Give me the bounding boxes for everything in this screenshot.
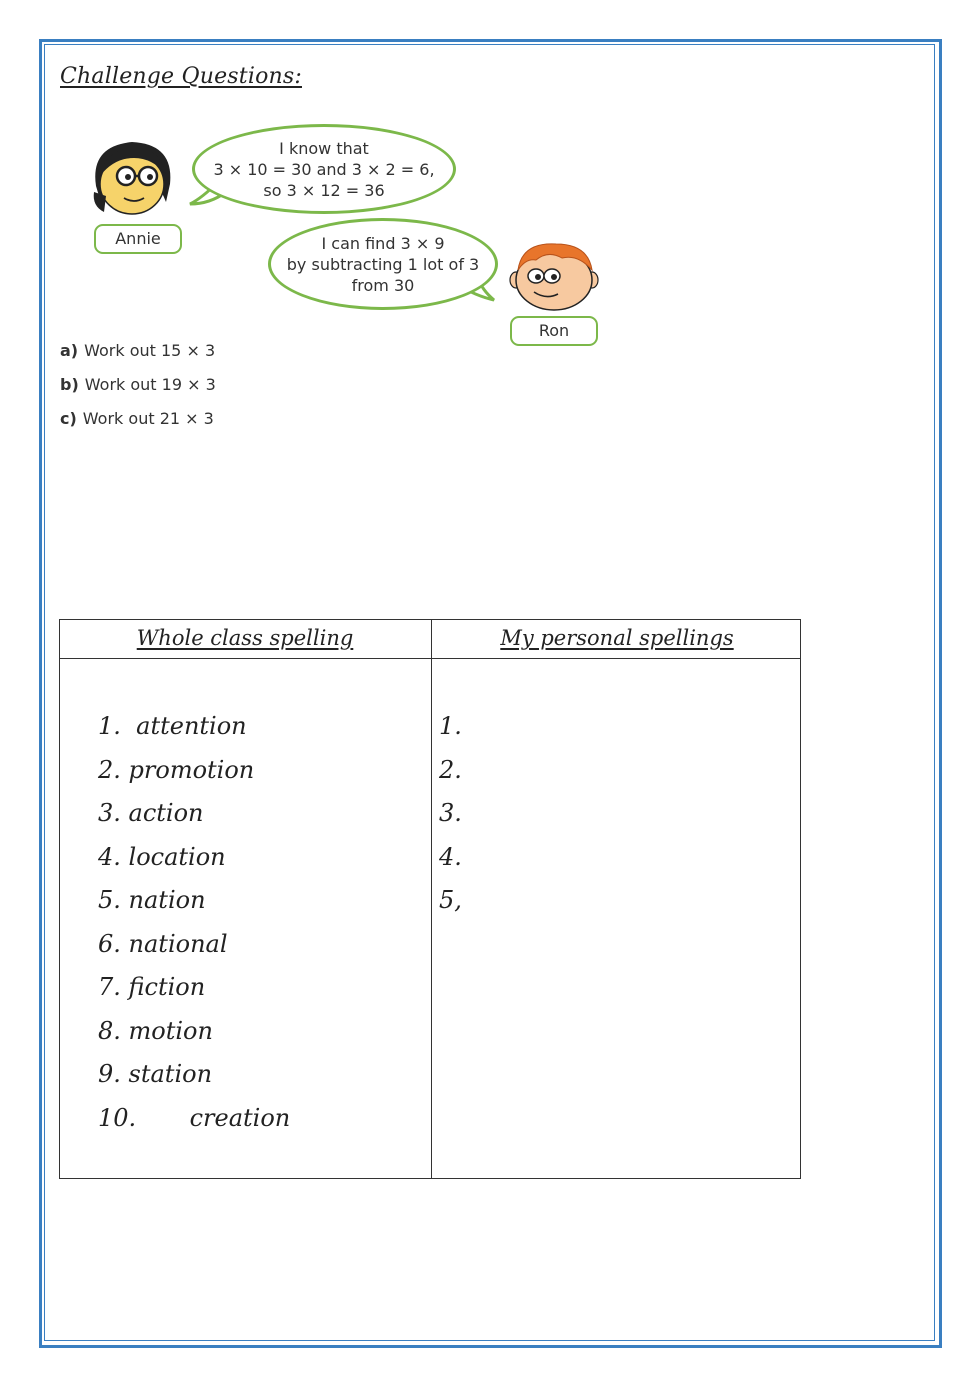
ron-face-illustration [508,240,600,312]
question-item [60,408,216,442]
personal-spelling-slot: 3. [439,799,462,827]
ron-speech-bubble [268,218,498,310]
personal-word-list [439,708,462,926]
annie-speech-line: 3 × 10 = 30 and 3 × 2 = 6, [213,159,435,179]
annie-speech-line: so 3 × 12 = 36 [263,180,385,200]
spelling-word: 5. nation [98,886,206,914]
annie-face-illustration [86,136,178,220]
question-item [60,374,216,408]
page-title: Challenge Questions: [60,64,302,89]
whole-class-word-list [98,708,290,1143]
table-column-divider [431,620,432,1178]
question-item [60,340,216,374]
ron-speech-line: I can find 3 × 9 [321,233,445,253]
spelling-word: 9. station [98,1060,213,1088]
spelling-word: 6. national [98,929,228,958]
spelling-word: 3. action [98,799,204,827]
spelling-word: 10. creation [98,1103,291,1132]
spelling-word: 4. location [98,842,226,871]
spelling-word: 2. promotion [98,755,255,784]
question-letter: a) [60,341,79,360]
ron-speech-line: by subtracting 1 lot of 3 [286,254,480,274]
question-list [60,340,216,442]
personal-spelling-slot: 1. [439,712,462,740]
annie-speech-line: I know that [279,138,369,158]
question-letter: b) [60,375,79,394]
annie-speech-bubble [192,124,456,214]
personal-spelling-slot: 5, [439,886,462,914]
ron-speech-line: from 30 [351,275,415,295]
spelling-word: 8. motion [98,1016,213,1045]
spelling-word: 7. fiction [98,973,206,1001]
annie-name-tag: Annie [94,224,182,254]
personal-spellings-header: My personal spellings [500,626,734,650]
question-letter: c) [60,409,77,428]
personal-spelling-slot: 4. [439,842,462,871]
whole-class-spelling-header: Whole class spelling [136,626,354,650]
ron-name-tag: Ron [510,316,598,346]
question-text: Work out 19 × 3 [84,375,216,394]
spelling-word: 1. attention [98,712,247,740]
personal-spelling-slot: 2. [439,755,462,784]
question-text: Work out 21 × 3 [82,409,214,428]
question-text: Work out 15 × 3 [84,341,216,360]
table-header-divider [60,658,800,659]
spelling-table [59,619,801,1179]
